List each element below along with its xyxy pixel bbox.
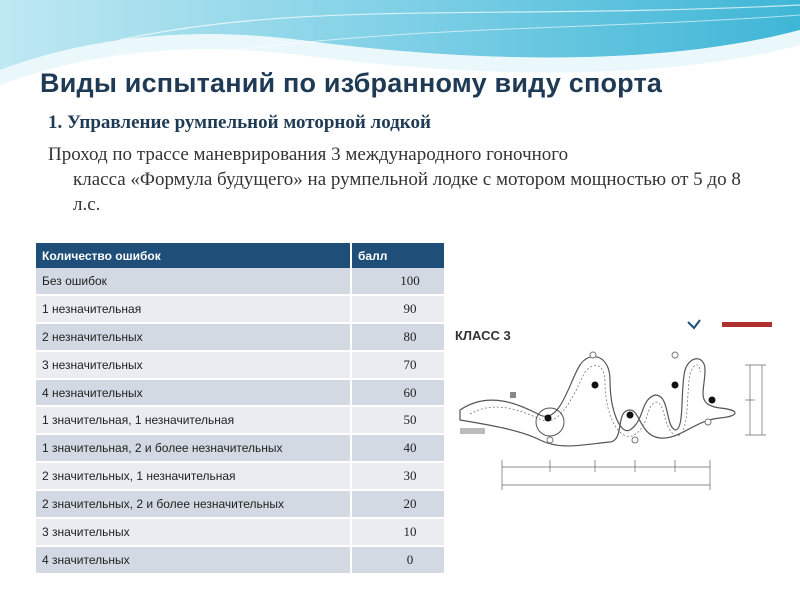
errors-column-header: Количество ошибок bbox=[36, 243, 351, 268]
score-cell: 90 bbox=[351, 295, 444, 323]
score-cell: 80 bbox=[351, 323, 444, 351]
gate-marker bbox=[547, 437, 553, 443]
gate-marker bbox=[632, 437, 638, 443]
description-continuation: класса «Формула будущего» на румпельной лодке с мотором мощностью от 5 до 8 л.с. bbox=[73, 169, 741, 215]
buoy-marker bbox=[592, 382, 599, 389]
logo-mark bbox=[722, 322, 772, 327]
description-line-1: Проход по трассе маневрирования 3 международного гоночного bbox=[48, 144, 569, 165]
table-row bbox=[36, 268, 444, 295]
errors-cell: 4 значительных bbox=[36, 546, 351, 574]
score-column-header: балл bbox=[351, 243, 444, 268]
scores-table bbox=[36, 243, 444, 575]
errors-cell: 1 значительная, 1 незначительная bbox=[36, 406, 351, 434]
buoy-marker bbox=[627, 412, 634, 419]
errors-cell: Без ошибок bbox=[36, 268, 351, 295]
class-label: КЛАСС 3 bbox=[455, 328, 511, 343]
table-row bbox=[36, 351, 444, 379]
score-cell: 30 bbox=[351, 462, 444, 490]
start-marker bbox=[510, 392, 516, 398]
table-row bbox=[36, 323, 444, 351]
table-row bbox=[36, 295, 444, 323]
score-cell: 20 bbox=[351, 490, 444, 518]
errors-cell: 1 значительная, 2 и более незначительных bbox=[36, 434, 351, 462]
course-route-inner bbox=[470, 365, 700, 437]
score-cell: 0 bbox=[351, 546, 444, 574]
course-diagram bbox=[450, 310, 780, 500]
turn-circle bbox=[536, 408, 564, 436]
section-subtitle: 1. Управление румпельной моторной лодкой bbox=[48, 112, 431, 133]
table-row bbox=[36, 406, 444, 434]
gate-marker bbox=[705, 419, 711, 425]
finish-marker bbox=[460, 428, 485, 434]
errors-cell: 2 значительных, 1 незначительная bbox=[36, 462, 351, 490]
table-row bbox=[36, 518, 444, 546]
buoy-marker bbox=[545, 415, 552, 422]
logo-tick-icon bbox=[688, 320, 700, 328]
course-route bbox=[460, 357, 735, 446]
score-cell: 50 bbox=[351, 406, 444, 434]
gate-marker bbox=[672, 352, 678, 358]
table-row bbox=[36, 462, 444, 490]
score-cell: 70 bbox=[351, 351, 444, 379]
gate-marker bbox=[590, 352, 596, 358]
score-cell: 60 bbox=[351, 379, 444, 407]
table-row bbox=[36, 546, 444, 574]
errors-cell: 2 незначительных bbox=[36, 323, 351, 351]
errors-cell: 2 значительных, 2 и более незначительных bbox=[36, 490, 351, 518]
errors-cell: 4 незначительных bbox=[36, 379, 351, 407]
errors-cell: 3 незначительных bbox=[36, 351, 351, 379]
table-row bbox=[36, 379, 444, 407]
score-cell: 100 bbox=[351, 268, 444, 295]
buoy-marker bbox=[672, 382, 679, 389]
buoy-marker bbox=[709, 397, 716, 404]
table-header-row bbox=[36, 243, 444, 268]
errors-cell: 1 незначительная bbox=[36, 295, 351, 323]
description-text bbox=[48, 142, 748, 217]
score-cell: 40 bbox=[351, 434, 444, 462]
slide-title: Виды испытаний по избранному виду спорта bbox=[40, 68, 663, 98]
errors-cell: 3 значительных bbox=[36, 518, 351, 546]
table-row bbox=[36, 434, 444, 462]
table-row bbox=[36, 490, 444, 518]
score-cell: 10 bbox=[351, 518, 444, 546]
